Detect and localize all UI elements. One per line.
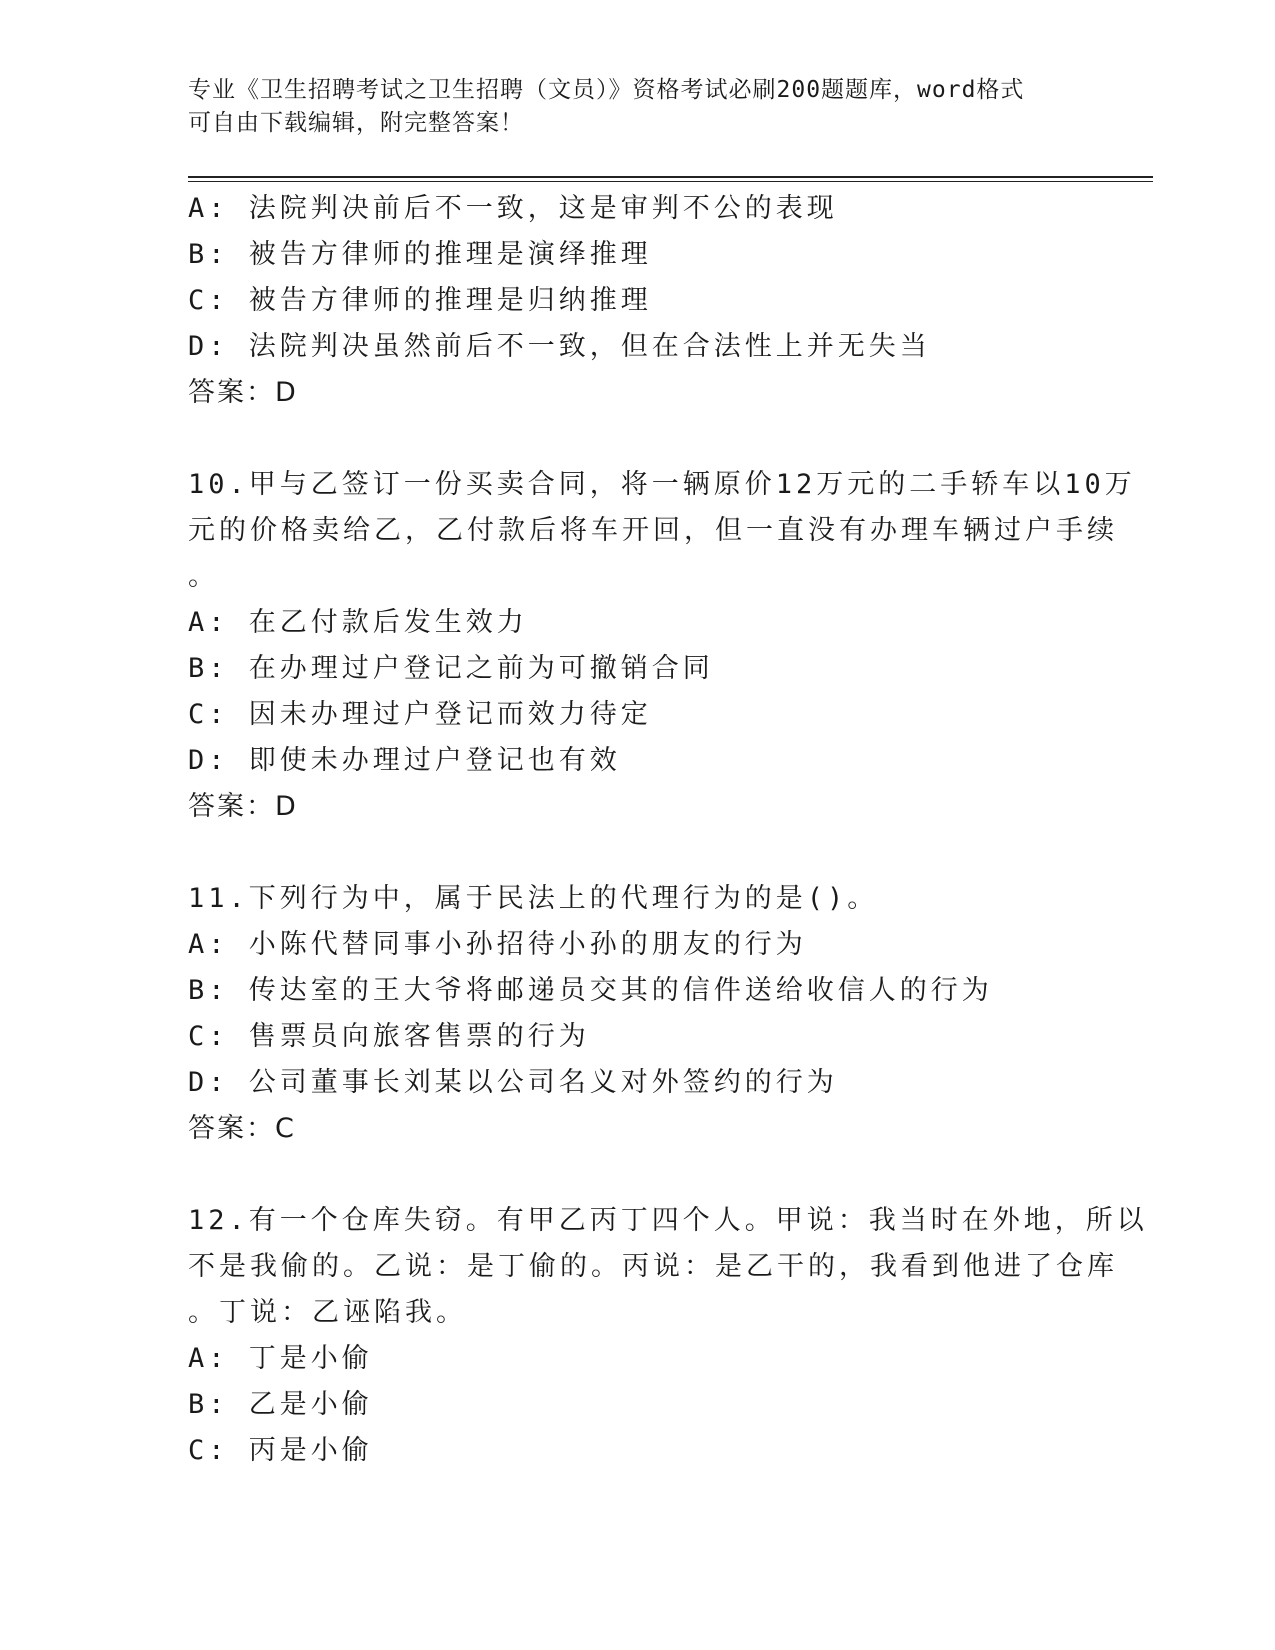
question-stem: 元的价格卖给乙，乙付款后将车开回，但一直没有办理车辆过户手续	[188, 515, 1118, 546]
question-10	[188, 462, 1136, 830]
question-9	[188, 186, 1088, 416]
question-list	[188, 186, 1148, 1474]
question-stem: 。丁说：乙诬陷我。	[188, 1297, 467, 1328]
header-line-1: 专业《卫生招聘考试之卫生招聘（文员）》资格考试必刷200题题库，word格式	[188, 77, 1025, 103]
spacer	[188, 416, 1088, 462]
option-b: B: 传达室的王大爷将邮递员交其的信件送给收信人的行为	[188, 975, 993, 1006]
question-stem: 12.有一个仓库失窃。有甲乙丙丁四个人。甲说：我当时在外地，所以	[188, 1205, 1148, 1236]
spacer	[188, 830, 1088, 876]
question-11	[188, 876, 1088, 1152]
option-d: D: 法院判决虽然前后不一致，但在合法性上并无失当	[188, 331, 931, 362]
header-line-2: 可自由下载编辑，附完整答案！	[188, 110, 524, 136]
answer: 答案：D	[188, 791, 298, 822]
option-d: D: 即使未办理过户登记也有效	[188, 745, 621, 776]
header-divider	[188, 176, 1153, 182]
option-a: A: 在乙付款后发生效力	[188, 607, 528, 638]
answer: 答案：D	[188, 377, 298, 408]
option-c: C: 丙是小偷	[188, 1435, 373, 1466]
option-b: B: 被告方律师的推理是演绎推理	[188, 239, 652, 270]
question-12	[188, 1198, 1148, 1474]
option-c: C: 售票员向旅客售票的行为	[188, 1021, 590, 1052]
document-header	[188, 74, 1068, 140]
question-stem: 11.下列行为中，属于民法上的代理行为的是()。	[188, 883, 879, 914]
option-d: D: 公司董事长刘某以公司名义对外签约的行为	[188, 1067, 838, 1098]
question-stem: 。	[188, 561, 219, 592]
spacer	[188, 1152, 1088, 1198]
question-stem: 10.甲与乙签订一份买卖合同，将一辆原价12万元的二手轿车以10万	[188, 469, 1136, 500]
option-b: B: 在办理过户登记之前为可撤销合同	[188, 653, 714, 684]
option-a: A: 丁是小偷	[188, 1343, 373, 1374]
option-a: A: 小陈代替同事小孙招待小孙的朋友的行为	[188, 929, 807, 960]
option-b: B: 乙是小偷	[188, 1389, 373, 1420]
option-a: A: 法院判决前后不一致，这是审判不公的表现	[188, 193, 838, 224]
question-stem: 不是我偷的。乙说：是丁偷的。丙说：是乙干的，我看到他进了仓库	[188, 1251, 1118, 1282]
answer: 答案：C	[188, 1113, 296, 1144]
option-c: C: 因未办理过户登记而效力待定	[188, 699, 652, 730]
option-c: C: 被告方律师的推理是归纳推理	[188, 285, 652, 316]
